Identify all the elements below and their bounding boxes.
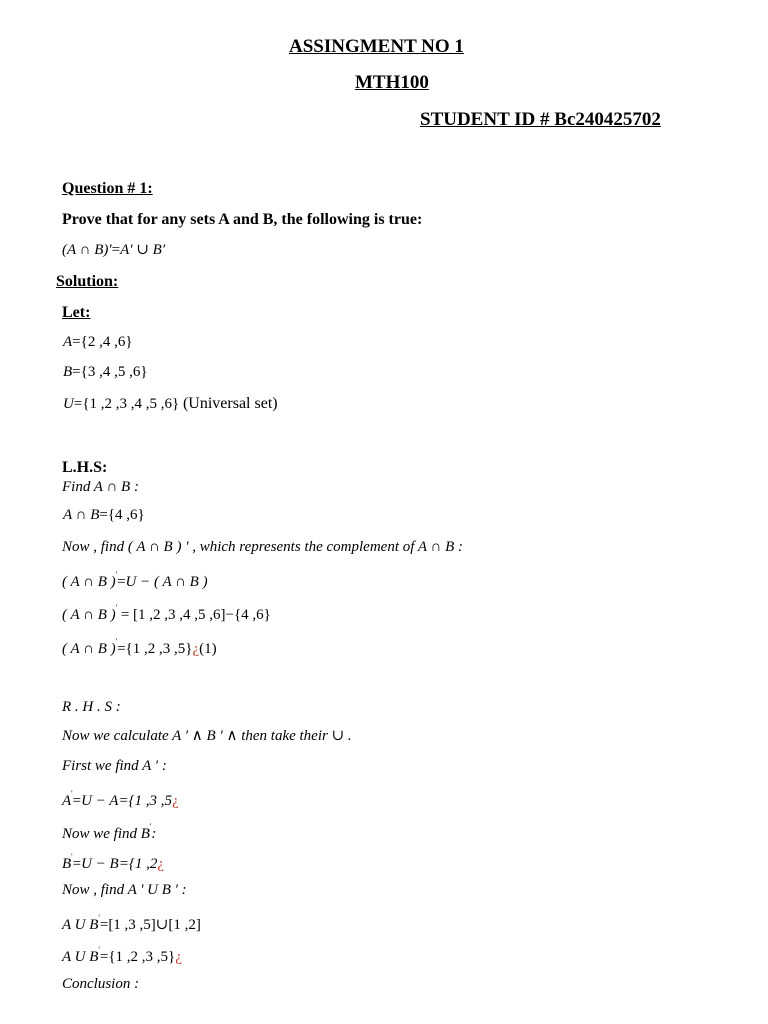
intersection-result	[63, 508, 145, 523]
lhs-step-1-expr: ( A ∩ B )	[62, 574, 116, 590]
statement-equals: =	[111, 242, 121, 258]
lhs-step-2	[62, 604, 271, 623]
union-step-2-expr: A U B	[62, 949, 99, 965]
a-complement-error-glyph: ¿	[172, 793, 179, 809]
conclusion-label: Conclusion :	[62, 976, 140, 992]
prime-mark: '	[71, 852, 73, 861]
union-step-2-error-glyph: ¿	[175, 949, 182, 965]
b-complement-error-glyph: ¿	[157, 856, 165, 872]
intersection-equals: =	[99, 507, 108, 523]
course-code: MTH100	[355, 72, 429, 93]
set-b-elements: {3 ,4 ,5 ,6}	[80, 364, 148, 380]
lhs-step-3	[62, 638, 217, 657]
union-step-2	[62, 946, 182, 965]
lhs-step-3-equals: =	[117, 641, 126, 657]
set-a-elements: {2 ,4 ,6}	[80, 334, 133, 350]
find-intersection-line: Find A ∩ B :	[62, 479, 139, 495]
union-step-1	[62, 914, 201, 933]
b-complement-value: U − B={1 ,2	[81, 856, 158, 872]
lhs-step-3-ref: (1)	[199, 641, 217, 657]
let-label: Let:	[62, 304, 91, 321]
set-b-name: B	[63, 364, 73, 380]
set-u-definition	[63, 396, 278, 412]
lhs-label: L.H.S:	[62, 459, 108, 476]
prime-mark: '	[115, 603, 118, 612]
complement-intro-line: Now , find ( A ∩ B ) ′ , which represents the complement of A ∩ B :	[62, 539, 464, 555]
set-a-definition	[63, 335, 133, 350]
prime-mark: '	[98, 913, 100, 922]
lhs-step-2-equals: =	[117, 607, 134, 623]
first-find-a-line: First we find A ′ :	[62, 758, 167, 774]
set-u-equals: =	[73, 396, 83, 412]
assignment-title: ASSINGMENT NO 1	[289, 36, 464, 57]
lhs-step-3-error-glyph: ¿	[192, 641, 200, 657]
solution-label: Solution:	[56, 273, 119, 290]
rhs-label: R . H . S :	[62, 699, 121, 715]
now-find-b-line	[62, 823, 156, 842]
set-a-equals: =	[72, 334, 81, 350]
set-b-equals: =	[72, 364, 81, 380]
union-step-1-expr: A U B	[62, 917, 99, 933]
a-complement-equals: =	[72, 793, 82, 809]
lhs-step-1-equals: =	[117, 574, 126, 590]
b-complement-equals: =	[72, 856, 82, 872]
union-step-1-value: [1 ,3 ,5]∪[1 ,2]	[108, 917, 201, 933]
intersection-expr: A ∩ B	[63, 507, 100, 523]
now-find-b-text: Now we find B	[62, 826, 150, 842]
question-statement	[62, 243, 165, 258]
set-u-elements: {1 ,2 ,3 ,4 ,5 ,6}	[82, 396, 180, 412]
prime-mark: '	[115, 570, 118, 579]
statement-lhs: (A ∩ B)′	[62, 242, 112, 258]
universal-set-note: (Universal set)	[182, 395, 278, 412]
a-complement-expr: A	[62, 793, 72, 809]
lhs-step-1	[62, 571, 208, 590]
prime-mark: '	[71, 789, 73, 798]
set-a-name: A	[63, 334, 73, 350]
a-complement-result	[62, 790, 179, 809]
statement-rhs: A′ ∪ B′	[120, 242, 166, 258]
lhs-step-3-value: {1 ,2 ,3 ,5}	[125, 641, 193, 657]
question-label: Question # 1:	[62, 180, 153, 197]
prime-mark: '	[149, 822, 152, 831]
union-step-2-equals: =	[99, 949, 109, 965]
b-complement-expr: B	[62, 856, 72, 872]
set-b-definition	[63, 365, 148, 380]
student-id: STUDENT ID # Bc240425702	[420, 109, 661, 130]
prime-mark: '	[98, 945, 100, 954]
union-step-2-value: {1 ,2 ,3 ,5}	[108, 949, 176, 965]
intersection-value: {4 ,6}	[107, 507, 145, 523]
set-u-name: U	[63, 396, 74, 412]
lhs-step-1-value: U − ( A ∩ B )	[125, 574, 208, 590]
union-step-1-equals: =	[99, 917, 109, 933]
b-complement-result	[62, 853, 164, 872]
prime-mark: '	[115, 637, 118, 646]
lhs-step-2-expr: ( A ∩ B )	[62, 607, 116, 623]
question-prompt: Prove that for any sets A and B, the following is true:	[62, 211, 423, 228]
lhs-step-3-expr: ( A ∩ B )	[62, 641, 116, 657]
find-union-line: Now , find A ' U B ' :	[62, 882, 187, 898]
rhs-calc-line: Now we calculate A ′ ∧ B ′ ∧ then take their ∪ .	[62, 728, 352, 744]
lhs-step-2-value: [1 ,2 ,3 ,4 ,5 ,6]−{4 ,6}	[133, 607, 271, 623]
a-complement-value: U − A={1 ,3 ,5	[81, 793, 173, 809]
now-find-b-colon: :	[151, 826, 157, 842]
